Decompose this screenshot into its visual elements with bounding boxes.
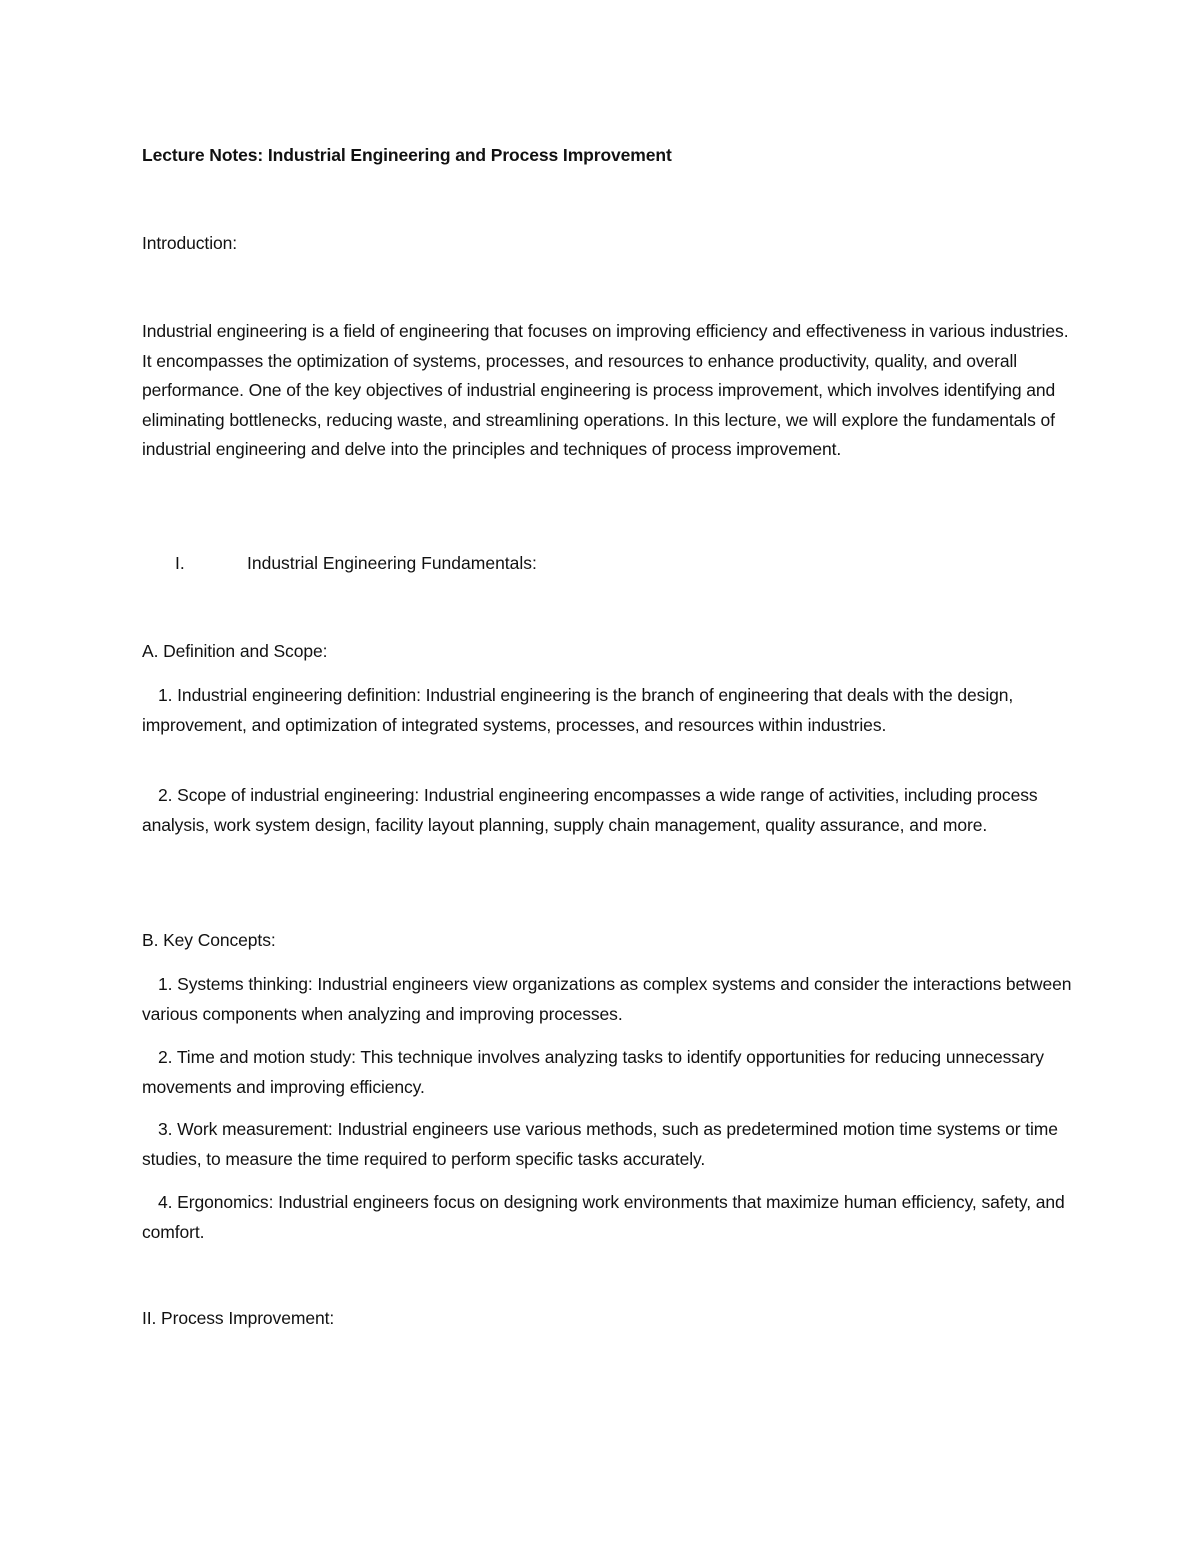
list-item	[142, 1043, 1072, 1102]
intro-paragraph: Industrial engineering is a field of engineering that focuses on improving efficiency and effectiveness in various industries. It encompasses the optimization of systems, processes, and resources to enhance productivity, quality, and overall performance. One of the key objectives of industrial engineering is process improvement, which involves identifying and eliminating bottlenecks, reducing waste, and streamlining operations. In this lecture, we will explore the fundamentals of industrial engineering and delve into the principles and techniques of process improvement.	[142, 321, 1069, 459]
list-item-number: 1.	[158, 974, 173, 994]
list-item-text: Scope of industrial engineering: Industrial engineering encompasses a wide range of activities, including process analysis, work system design, facility layout planning, supply chain management, quality assurance, and more.	[142, 785, 1038, 835]
list-item-number: 2.	[158, 1047, 173, 1067]
intro-heading: Introduction:	[142, 233, 238, 253]
list-item	[142, 1115, 1072, 1174]
list-item-number: 2.	[158, 785, 173, 805]
list-item	[142, 1188, 1072, 1247]
list-item-text: Work measurement: Industrial engineers use various methods, such as predetermined motion time systems or time studies, to measure the time required to perform specific tasks accurately.	[142, 1119, 1058, 1169]
list-item	[142, 681, 1072, 740]
section-1-heading	[175, 549, 537, 579]
section-1-numeral: I.	[175, 553, 185, 573]
subsection-a-heading: A. Definition and Scope:	[142, 641, 328, 661]
list-item-number: 1.	[158, 685, 173, 705]
list-item	[142, 781, 1072, 840]
section-2-heading: II. Process Improvement:	[142, 1308, 335, 1328]
list-item-text: Industrial engineering definition: Industrial engineering is the branch of engineering that deals with the design, improvement, and optimization of integrated systems, processes, and resources within industries.	[142, 685, 1014, 735]
subsection-b-heading: B. Key Concepts:	[142, 930, 276, 950]
document-title: Lecture Notes: Industrial Engineering and Process Improvement	[142, 145, 672, 165]
section-1-title: Industrial Engineering Fundamentals:	[247, 553, 537, 573]
list-item-number: 3.	[158, 1119, 173, 1139]
list-item-text: Ergonomics: Industrial engineers focus on designing work environments that maximize human efficiency, safety, and comfort.	[142, 1192, 1065, 1242]
list-item-text: Systems thinking: Industrial engineers view organizations as complex systems and consider the interactions between various components when analyzing and improving processes.	[142, 974, 1072, 1024]
list-item	[142, 970, 1072, 1029]
list-item-number: 4.	[158, 1192, 173, 1212]
list-item-text: Time and motion study: This technique involves analyzing tasks to identify opportunities for reducing unnecessary movements and improving efficiency.	[142, 1047, 1044, 1097]
